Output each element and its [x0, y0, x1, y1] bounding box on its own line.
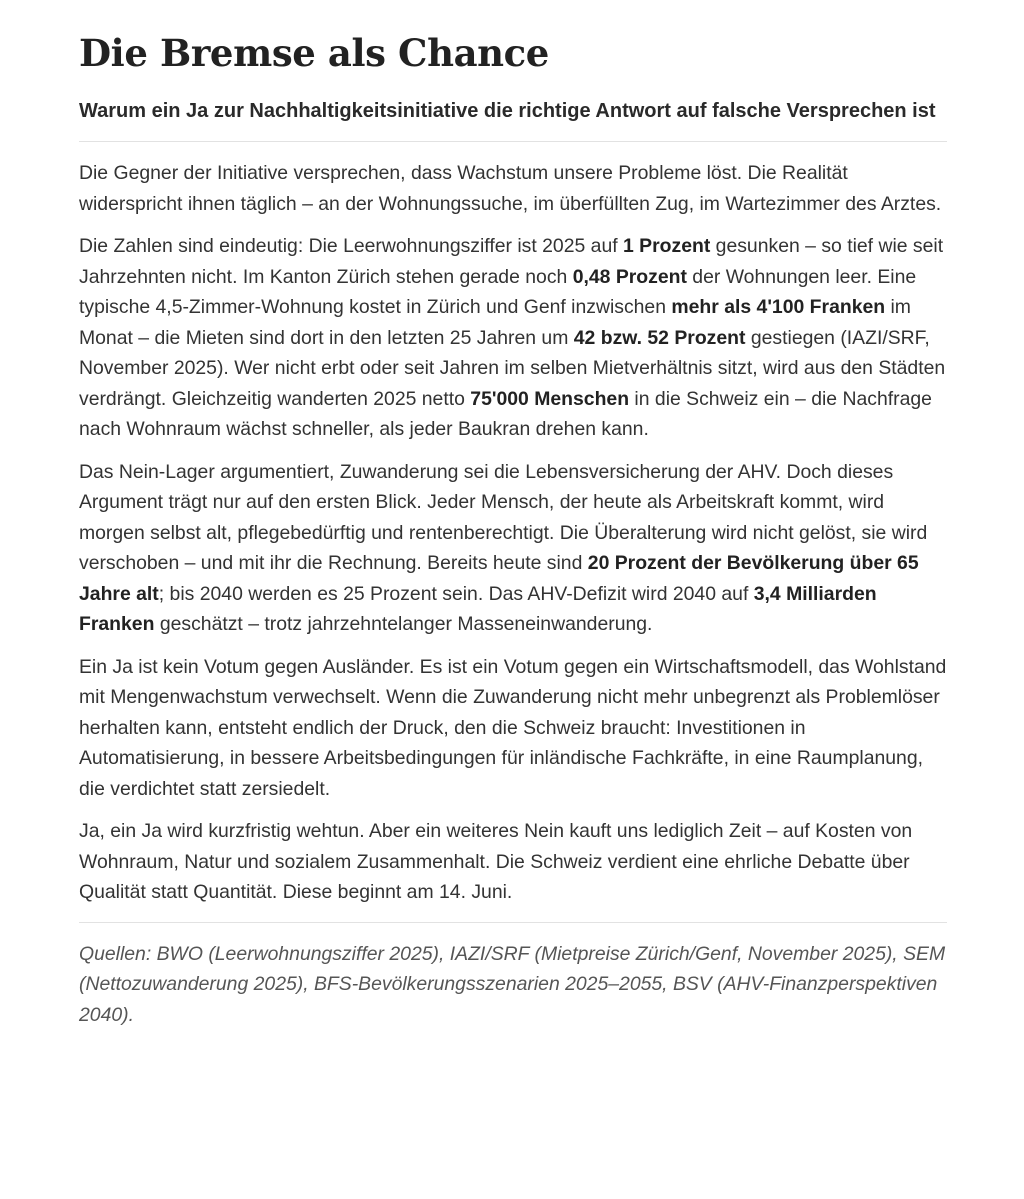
body-paragraph [79, 816, 947, 908]
paragraph-text: Ein Ja ist kein Votum gegen Ausländer. Es ist ein Votum gegen ein Wirtschaftsmodell, das Wohlstand mit Mengenwachstum verwechselt. Wenn die Zuwanderung nicht mehr unbegrenzt als Problemlöser herhalten kann, entsteht endlich der Druck, den die Schweiz braucht: Investitionen in Automatisierung, in bessere Arbeitsbedingungen für inländische Fachkräfte, in eine Raumplanung, die verdichtet statt zersiedelt. [79, 655, 947, 800]
body-paragraph [79, 158, 947, 219]
article-title: Die Bremse als Chance [79, 31, 549, 75]
bold-highlight: 0,48 Prozent [572, 265, 687, 288]
bold-highlight: 75'000 Menschen [470, 387, 630, 410]
article [79, 28, 947, 1030]
paragraph-text: Die Zahlen sind eindeutig: Die Leerwohnungsziffer ist 2025 auf [79, 235, 623, 257]
bold-highlight: 42 bzw. 52 Prozent [573, 326, 746, 349]
sources-note: Quellen: BWO (Leerwohnungsziffer 2025), IAZI/SRF (Mietpreise Zürich/Genf, November 2025), SEM (Nettozuwanderung 2025), BFS-Bevölkerungsszenarien 2025–2055, BSV (AHV-Finanzperspektiven 2040). [79, 942, 946, 1026]
paragraph-text: Die Gegner der Initiative versprechen, dass Wachstum unsere Probleme löst. Die Realität widerspricht ihnen täglich – an der Wohnungssuche, im überfüllten Zug, im Wartezimmer des Arztes. [79, 162, 942, 215]
article-subtitle: Warum ein Ja zur Nachhaltigkeitsinitiative die richtige Antwort auf falsche Versprechen ist [79, 96, 947, 142]
bold-highlight: 3,4 Milliarden Franken [79, 582, 877, 635]
paragraph-text: ; bis 2040 werden es 25 Prozent sein. Das AHV-Defizit wird 2040 auf [158, 582, 754, 605]
body-paragraph [79, 457, 947, 640]
paragraph-text: Ja, ein Ja wird kurzfristig wehtun. Aber ein weiteres Nein kauft uns lediglich Zeit – auf Kosten von Wohnraum, Natur und sozialem Zusammenhalt. Die Schweiz verdient eine ehrliche Debatte über Qualität statt Quantität. Diese beginnt am 14. Juni. [79, 820, 913, 903]
bold-highlight: mehr als 4'100 Franken [671, 296, 886, 318]
bold-highlight: 20 Prozent der Bevölkerung über 65 Jahre alt [79, 552, 919, 605]
paragraph-text: der Wohnungen leer. Eine typische 4,5-Zimmer-Wohnung kostet in Zürich und Genf inzwischen [79, 265, 917, 318]
paragraph-text: im Monat – die Mieten sind dort in den letzten 25 Jahren um [79, 296, 911, 349]
paragraph-text: Das Nein-Lager argumentiert, Zuwanderung sei die Lebensversicherung der AHV. Doch dieses Argument trägt nur auf den ersten Blick. Jeder Mensch, der heute als Arbeitskraft kommt, wird morgen selbst alt, pflegebedürftig und rentenberechtigt. Die Überalterung wird nicht gelöst, sie wird verschoben – und mit ihr die Rechnung. Bereits heute sind [79, 460, 928, 574]
paragraph-text: in die Schweiz ein – die Nachfrage nach Wohnraum wächst schneller, als jeder Baukran drehen kann. [79, 387, 932, 440]
paragraph-text: geschätzt – trotz jahrzehntelanger Masseneinwanderung. [154, 613, 653, 635]
sources-divider [79, 922, 947, 923]
body-paragraph [79, 231, 947, 445]
article-body [79, 158, 947, 908]
body-paragraph [79, 652, 947, 805]
paragraph-text: gestiegen (IAZI/SRF, November 2025). Wer nicht erbt oder seit Jahren im selben Mietverhältnis sitzt, wird aus den Städten verdrängt. Gleichzeitig wanderten 2025 netto [79, 326, 946, 410]
bold-highlight: 1 Prozent [623, 235, 711, 257]
paragraph-text: gesunken – so tief wie seit Jahrzehnten nicht. Im Kanton Zürich stehen gerade noch [79, 235, 944, 288]
